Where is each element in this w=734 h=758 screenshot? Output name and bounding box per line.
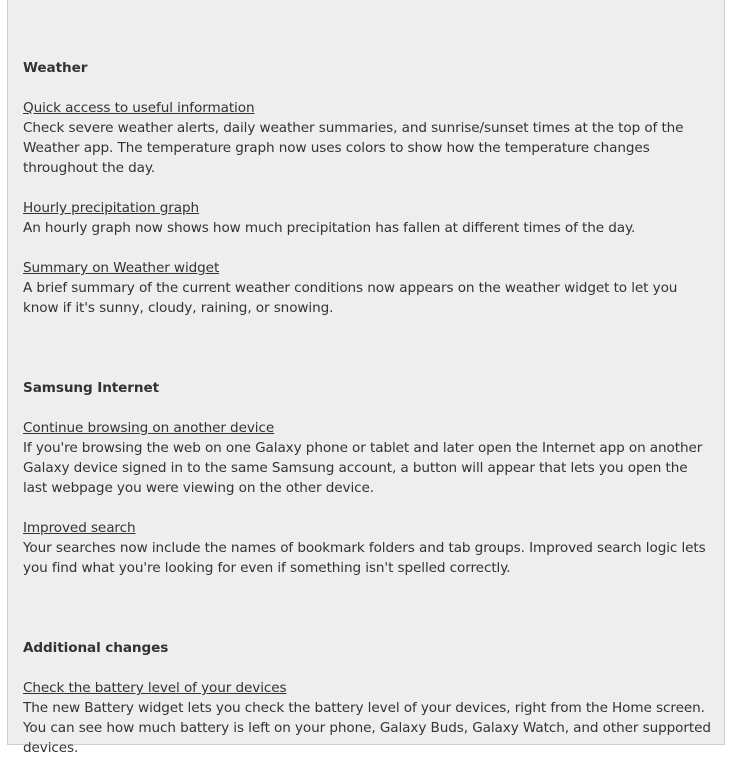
section-title-samsung-internet: Samsung Internet — [23, 380, 159, 396]
release-notes-content — [23, 58, 713, 758]
feature-title: Continue browsing on another device — [23, 420, 275, 436]
feature-title: Summary on Weather widget — [23, 260, 220, 276]
section-title-weather: Weather — [23, 60, 88, 76]
feature-body: Your searches now include the names of bookmark folders and tab groups. Improved search logic lets you find what you're looking for even if something isn't spelled correctly. — [23, 540, 706, 576]
release-notes-panel — [7, 0, 725, 756]
feature-title: Check the battery level of your devices — [23, 680, 287, 696]
section-title-additional-changes: Additional changes — [23, 640, 169, 656]
feature-body: Check severe weather alerts, daily weather summaries, and sunrise/sunset times at the top of the Weather app. The temperature graph now uses colors to show how the temperature changes throughout the day. — [23, 120, 684, 176]
feature-title: Quick access to useful information — [23, 100, 255, 116]
feature-body: If you're browsing the web on one Galaxy phone or tablet and later open the Internet app on another Galaxy device signed in to the same Samsung account, a button will appear that lets you open the last webpage you were viewing on the other device. — [23, 440, 703, 496]
feature-body: The new Battery widget lets you check the battery level of your devices, right from the Home screen. You can see how much battery is left on your phone, Galaxy Buds, Galaxy Watch, and other supported devices. — [23, 700, 711, 756]
feature-title: Hourly precipitation graph — [23, 200, 200, 216]
feature-body: A brief summary of the current weather conditions now appears on the weather widget to let you know if it's sunny, cloudy, raining, or snowing. — [23, 280, 678, 316]
feature-title: Improved search — [23, 520, 136, 536]
feature-body: An hourly graph now shows how much precipitation has fallen at different times of the day. — [23, 220, 636, 236]
